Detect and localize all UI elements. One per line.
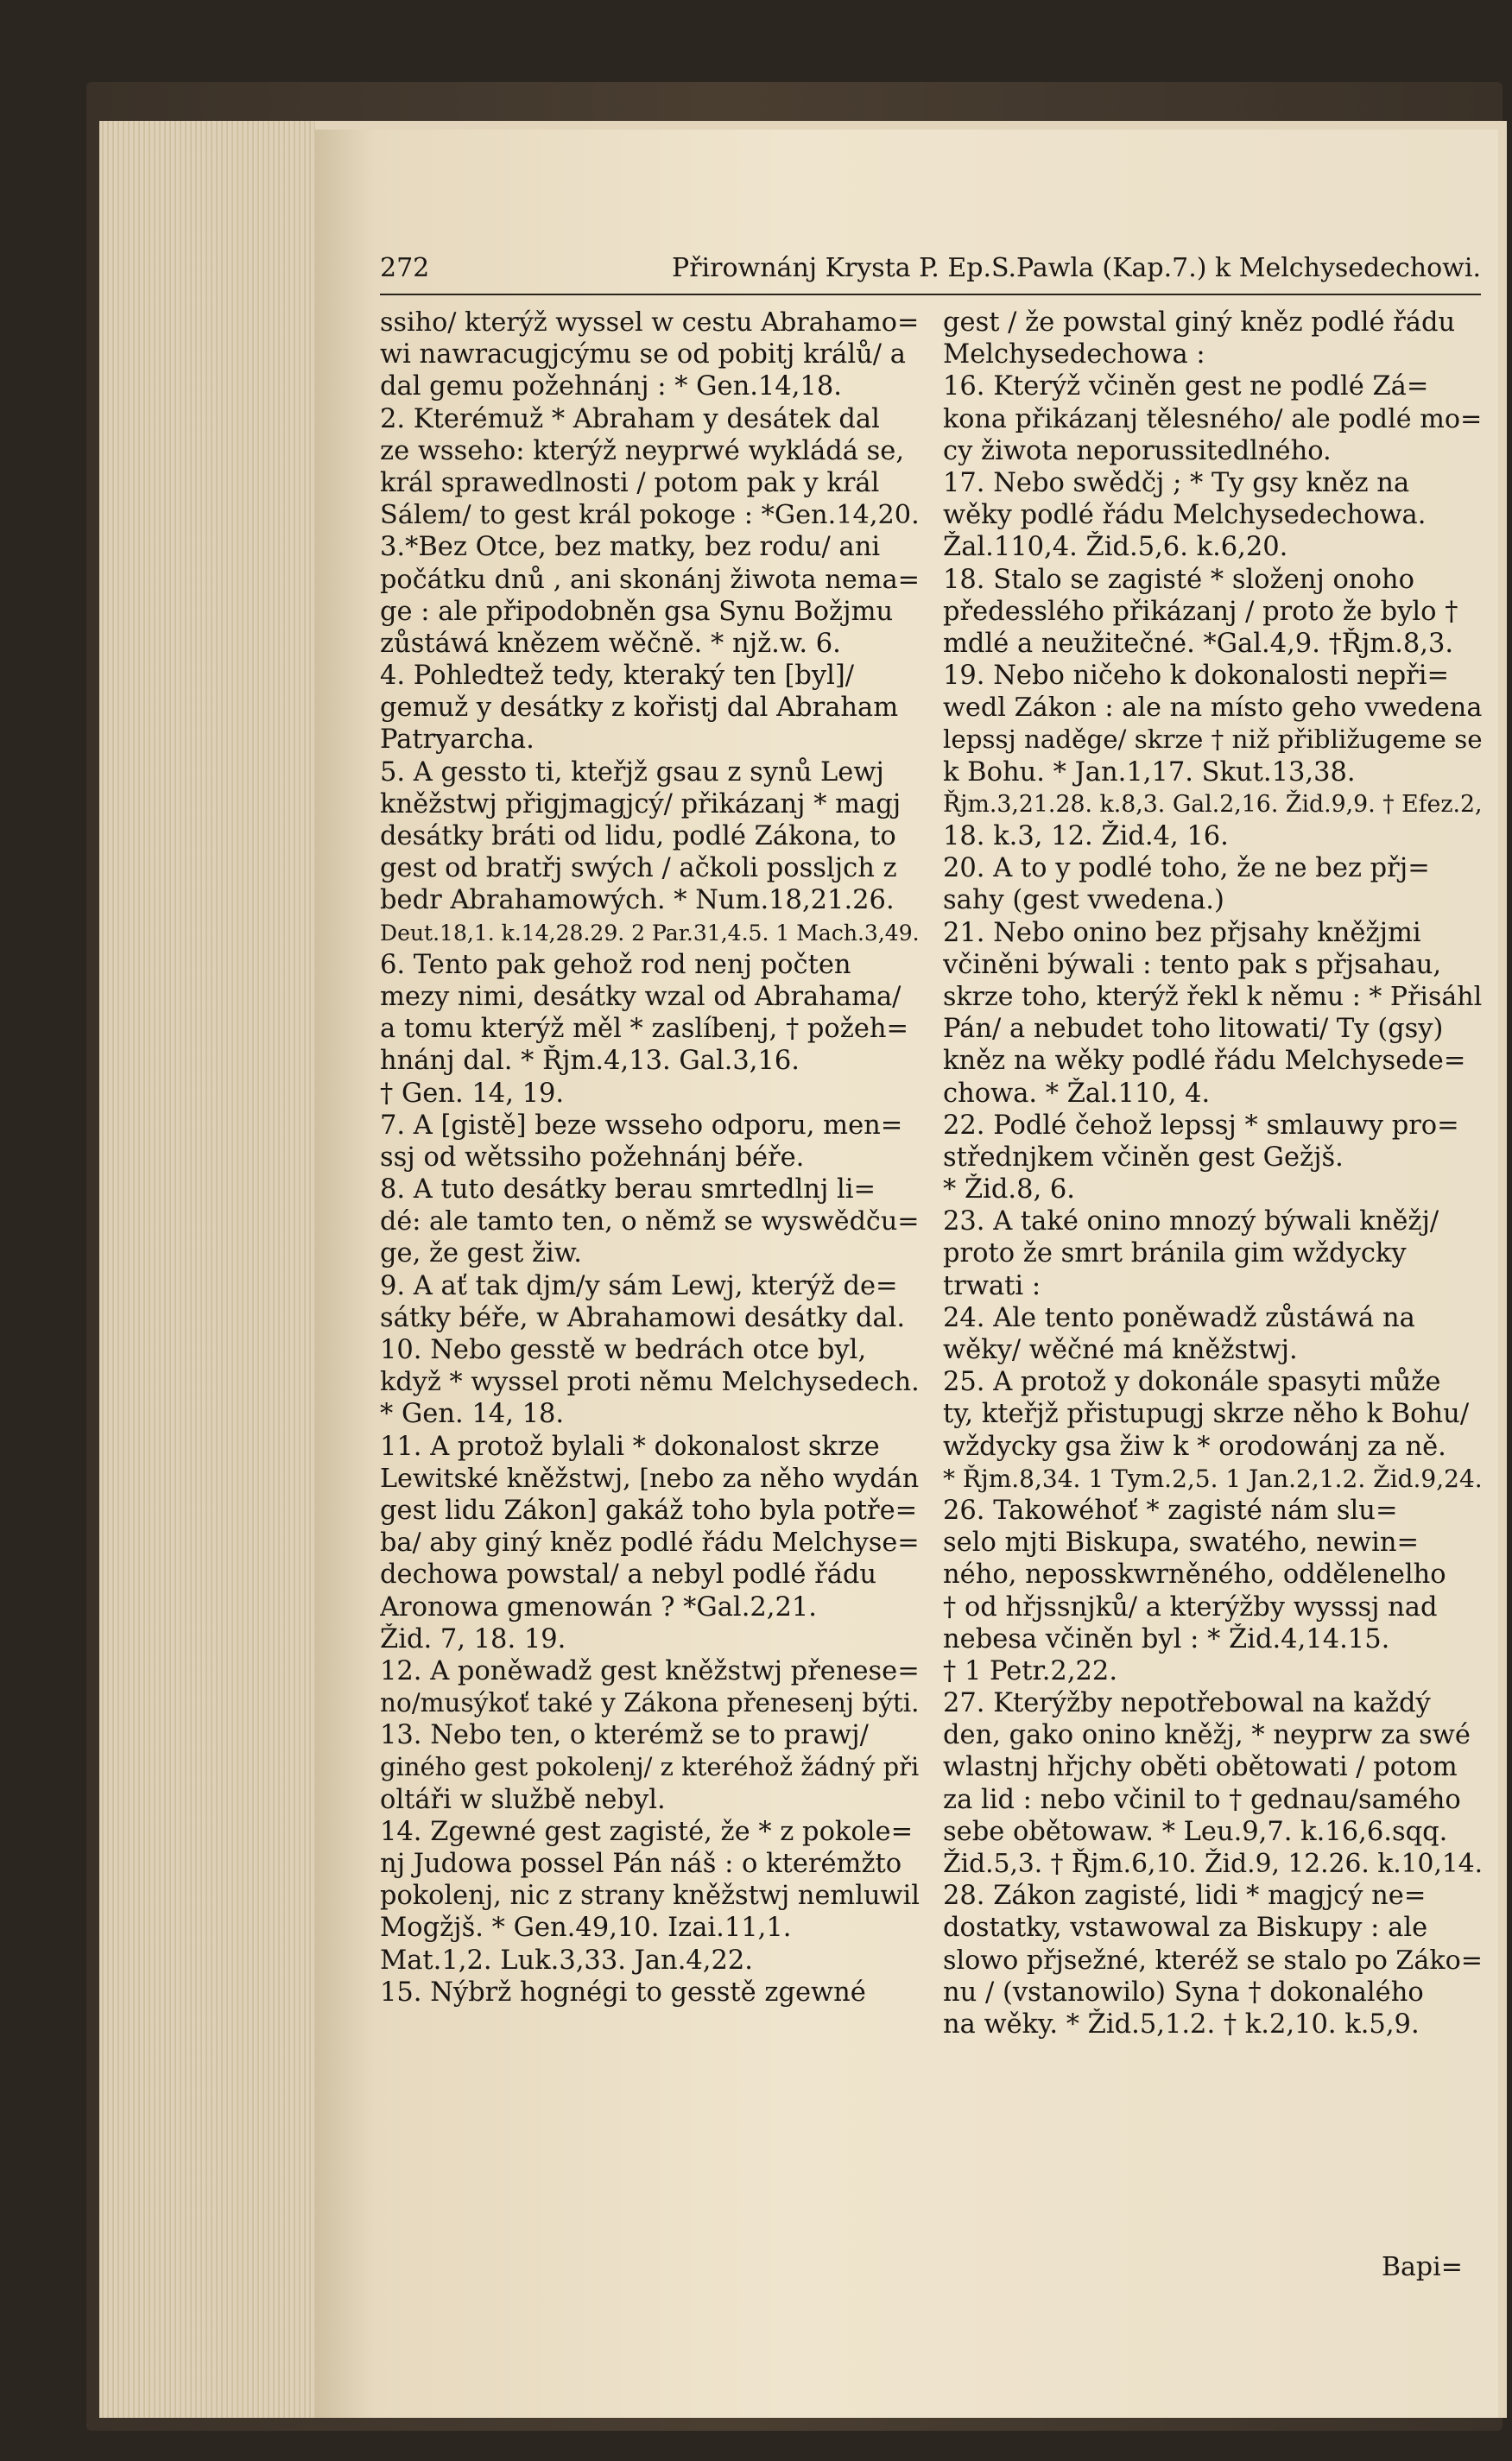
text-line: gest lidu Zákon] gakáž toho byla potře=	[380, 1495, 918, 1526]
text-line: zůstáwá knězem wěčně. * njž.w. 6.	[380, 628, 841, 659]
text-line: když * wyssel proti němu Melchysedech.	[380, 1367, 920, 1398]
text-line: chowa. * Žal.110, 4.	[943, 1078, 1211, 1109]
text-line: 23. A také onino mnozý býwali kněžj/	[943, 1206, 1439, 1237]
text-line: sebe obětowaw. * Leu.9,7. k.16,6.sqq.	[943, 1816, 1448, 1847]
text-line: gest / že powstal giný kněz podlé řádu	[943, 307, 1456, 338]
text-line: sátky béře, w Abrahamowi desátky dal.	[380, 1302, 906, 1333]
running-header	[380, 253, 1481, 291]
text-line: dé: ale tamto ten, o němž se wyswědču=	[380, 1206, 920, 1237]
text-line: cy žiwota neporussitedlného.	[943, 435, 1332, 466]
text-line: mezy nimi, desátky wzal od Abrahama/	[380, 981, 902, 1012]
text-line: wi nawracugjcýmu se od pobitj králů/ a	[380, 339, 906, 370]
text-line: ge, že gest žiw.	[380, 1238, 582, 1269]
text-line: selo mjti Biskupa, swatého, newin=	[943, 1528, 1420, 1559]
text-line: Mat.1,2. Luk.3,33. Jan.4,22.	[380, 1945, 753, 1976]
running-title: Přirownánj Krysta P. Ep.S.Pawla (Kap.7.) k Melchysedechowi.	[672, 253, 1481, 283]
left-column	[380, 307, 920, 2009]
text-line: k Bohu. * Jan.1,17. Skut.13,38.	[943, 756, 1356, 788]
text-line: Lewitské kněžstwj, [nebo za něho wydán	[380, 1463, 920, 1494]
text-line: lepssj naděge/ skrze † niž přibližugeme se	[943, 724, 1483, 755]
text-line: 5. A gessto ti, kteřjž gsau z synů Lewj	[380, 756, 884, 788]
text-line: proto že smrt bránila gim wždycky	[943, 1238, 1407, 1269]
text-line: desátky bráti od lidu, podlé Zákona, to	[380, 821, 896, 851]
text-line: 6. Tento pak gehož rod nenj počten	[380, 949, 851, 980]
text-line: † od hřjssnjků/ a kterýžby wysssj nad	[943, 1591, 1438, 1623]
text-line: a tomu kterýž měl * zaslíbenj, † požeh=	[380, 1014, 909, 1045]
text-line: gemuž y desátky z kořistj dal Abraham	[380, 693, 899, 724]
text-line: 7. A [gistě] beze wsseho odporu, men=	[380, 1110, 903, 1141]
text-line: kona přikázanj tělesného/ ale podlé mo=	[943, 403, 1483, 434]
text-line: dostatky, vstawowal za Biskupy : ale	[943, 1913, 1428, 1944]
text-line: Mogžjš. * Gen.49,10. Izai.11,1.	[380, 1913, 792, 1944]
text-line: Melchysedechowa :	[943, 339, 1205, 370]
text-line: wěky/ wěčné má kněžstwj.	[943, 1335, 1298, 1365]
text-line: Sálem/ to gest král pokoge : *Gen.14,20.	[380, 500, 920, 531]
text-line: giného gest pokolenj/ z kteréhož žádný při	[380, 1752, 920, 1782]
text-line: den, gako onino kněžj, * neyprw za swé	[943, 1720, 1471, 1751]
catchword: Bapi=	[1382, 2252, 1463, 2282]
text-line: nu / (vstanowilo) Syna † dokonalého	[943, 1977, 1424, 2008]
text-line: wždycky gsa žiw k * orodowánj za ně.	[943, 1431, 1446, 1462]
text-line: předesslého přikázanj / proto že bylo †	[943, 596, 1458, 627]
text-line: dal gemu požehnánj : * Gen.14,18.	[380, 371, 842, 402]
text-line: 4. Pohledtež tedy, kteraký ten [byl]/	[380, 661, 855, 692]
page-number: 272	[380, 253, 430, 283]
text-line: gest od bratřj swých / ačkoli possljch z	[380, 853, 897, 884]
text-line: Deut.18,1. k.14,28.29. 2 Par.31,4.5. 1 Mach.3,49.	[380, 920, 920, 946]
text-line: ného, neposskwrněného, oddělenelho	[943, 1559, 1446, 1591]
right-column	[943, 307, 1483, 2040]
text-line: 28. Zákon zagisté, lidi * magjcý ne=	[943, 1881, 1427, 1912]
text-line: Aronowa gmenowán ? *Gal.2,21.	[380, 1591, 817, 1623]
text-line: 24. Ale tento poněwadž zůstáwá na	[943, 1302, 1415, 1333]
text-line: 11. A protož bylali * dokonalost skrze	[380, 1431, 880, 1462]
text-line: wedl Zákon : ale na místo geho vwedena	[943, 693, 1483, 724]
page-edges	[99, 121, 315, 2418]
text-line: bedr Abrahamowých. * Num.18,21.26.	[380, 885, 895, 916]
text-line: včiněni býwali : tento pak s přjsahau,	[943, 949, 1442, 980]
text-line: střednjkem včiněn gest Gežjš.	[943, 1142, 1344, 1173]
text-line: wěky podlé řádu Melchysedechowa.	[943, 500, 1427, 531]
text-line: pokolenj, nic z strany kněžstwj nemluwil	[380, 1881, 920, 1912]
text-line: ssj od wětssiho požehnánj béře.	[380, 1142, 805, 1173]
text-line: ssiho/ kterýž wyssel w cestu Abrahamo=	[380, 307, 920, 338]
text-line: Řjm.3,21.28. k.8,3. Gal.2,16. Žid.9,9. † Efez.2,	[943, 790, 1483, 818]
text-line: slowo přjsežné, kteréž se stalo po Záko=	[943, 1945, 1483, 1976]
text-line: dechowa powstal/ a nebyl podlé řádu	[380, 1559, 877, 1591]
text-line: 9. A ať tak djm/y sám Lewj, kterýž de=	[380, 1270, 898, 1301]
text-line: 17. Nebo swědčj ; * Ty gsy kněz na	[943, 467, 1410, 498]
text-line: no/musýkoť také y Zákona přenesenj býti.	[380, 1688, 920, 1718]
text-line: 15. Nýbrž hognégi to gesstě zgewné	[380, 1977, 866, 2008]
text-line: 13. Nebo ten, o kterémž se to prawj/	[380, 1720, 869, 1751]
text-line: 20. A to y podlé toho, že ne bez přj=	[943, 853, 1430, 884]
text-line: 19. Nebo ničeho k dokonalosti nepři=	[943, 661, 1450, 692]
text-line: † 1 Petr.2,22.	[943, 1655, 1118, 1686]
text-line: ty, kteřjž přistupugj skrze něho k Bohu/	[943, 1399, 1470, 1430]
text-line: 14. Zgewné gest zagisté, že * z pokole=	[380, 1816, 914, 1847]
text-line: na wěky. * Žid.5,1.2. † k.2,10. k.5,9.	[943, 2009, 1420, 2040]
text-line: 21. Nebo onino bez přjsahy kněžjmi	[943, 917, 1421, 948]
text-line: * Žid.8, 6.	[943, 1174, 1076, 1205]
text-line: Žal.110,4. Žid.5,6. k.6,20.	[943, 532, 1288, 563]
text-line: wlastnj hřjchy oběti obětowati / potom	[943, 1752, 1458, 1783]
text-line: 22. Podlé čehož lepssj * smlauwy pro=	[943, 1110, 1459, 1141]
text-line: nebesa včiněn byl : * Žid.4,14.15.	[943, 1623, 1390, 1654]
text-line: oltáři w službě nebyl.	[380, 1784, 666, 1815]
text-line: ze wssehо: kterýž neyprwé wykládá se,	[380, 435, 905, 466]
text-line: 27. Kterýžby nepotřebowal na každý	[943, 1688, 1431, 1719]
text-line: král sprawedlnosti / potom pak y král	[380, 467, 880, 498]
text-line: počátku dnů , ani skonánj žiwota nema=	[380, 564, 920, 595]
text-line: Patryarcha.	[380, 724, 535, 756]
text-line: ge : ale připodobněn gsa Synu Božjmu	[380, 596, 894, 627]
text-line: trwati :	[943, 1270, 1041, 1301]
text-line: † Gen. 14, 19.	[380, 1078, 565, 1109]
text-line: 18. Stalo se zagisté * složenj onoho	[943, 564, 1414, 595]
header-rule	[380, 294, 1481, 295]
text-line: 16. Kterýž včiněn gest ne podlé Zá=	[943, 371, 1429, 402]
text-line: kněz na wěky podlé řádu Melchysede=	[943, 1046, 1466, 1077]
text-line: * Gen. 14, 18.	[380, 1399, 565, 1430]
text-line: skrze toho, kterýž řekl k němu : * Přisáhl	[943, 981, 1483, 1012]
text-line: 25. A protož y dokonále spasyti může	[943, 1367, 1441, 1398]
text-line: mdlé a neužitečné. *Gal.4,9. †Řjm.8,3.	[943, 628, 1454, 659]
text-line: * Řjm.8,34. 1 Tym.2,5. 1 Jan.2,1.2. Žid.9,24.	[943, 1464, 1483, 1493]
text-line: kněžstwj přigjmagjcý/ přikázanj * magj	[380, 788, 902, 819]
text-line: Pán/ a nebudet toho litowati/ Ty (gsy)	[943, 1014, 1444, 1045]
text-line: 12. A poněwadž gest kněžstwj přenese=	[380, 1655, 920, 1686]
text-line: 10. Nebo gesstě w bedrách otce byl,	[380, 1335, 867, 1365]
text-line: hnánj dal. * Řjm.4,13. Gal.3,16.	[380, 1046, 800, 1077]
text-line: 18. k.3, 12. Žid.4, 16.	[943, 821, 1229, 851]
text-line: 8. A tuto desátky berau smrtedlnj li=	[380, 1174, 876, 1205]
text-line: ba/ aby giný kněz podlé řádu Melchyse=	[380, 1528, 920, 1559]
text-line: sahy (gest vwedena.)	[943, 885, 1224, 916]
text-line: 3.*Bez Otce, bez matky, bez rodu/ ani	[380, 532, 881, 563]
text-line: 2. Kterémuž * Abraham y desátek dal	[380, 403, 880, 434]
text-line: za lid : nebo včinil to † gednau/samého	[943, 1784, 1461, 1815]
text-line: Žid. 7, 18. 19.	[380, 1623, 566, 1654]
text-line: nj Judowa possel Pán náš : o kterémžto	[380, 1849, 902, 1879]
text-line: 26. Takowéhoť * zagisté nám slu=	[943, 1495, 1398, 1526]
text-line: Žid.5,3. † Řjm.6,10. Žid.9, 12.26. k.10,14.	[943, 1849, 1483, 1879]
